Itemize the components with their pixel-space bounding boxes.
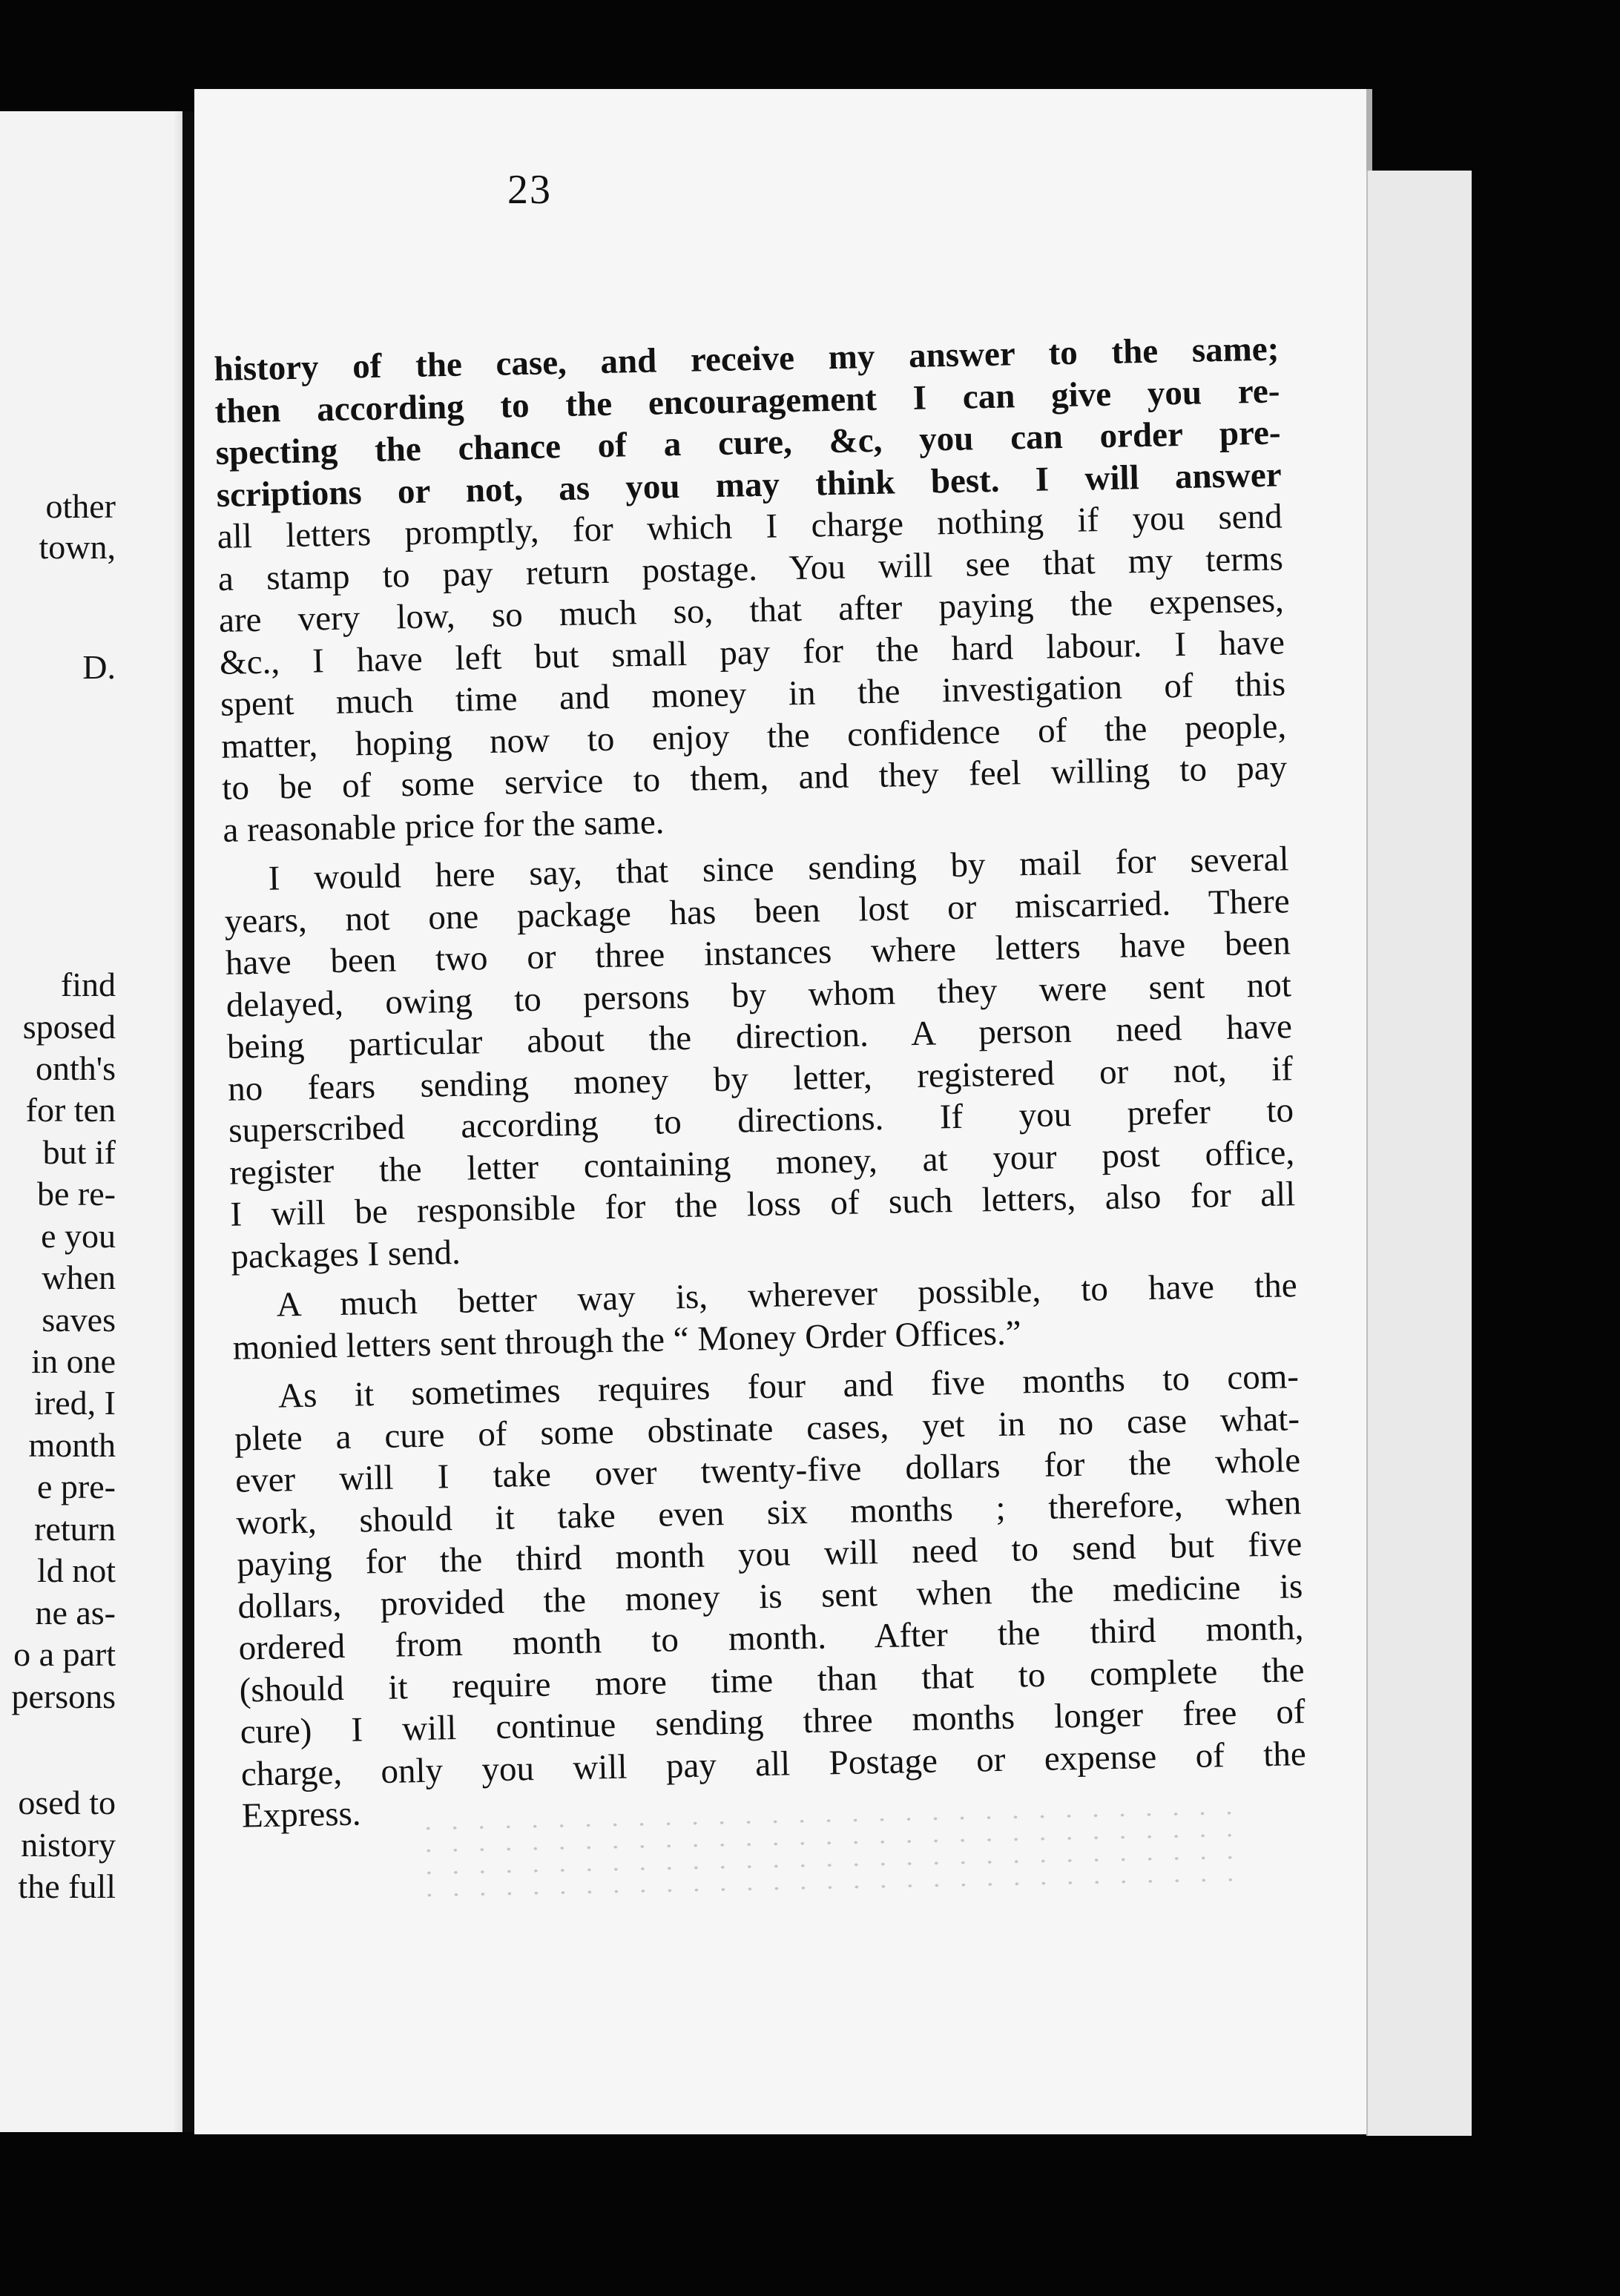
previous-page-line: ired, I	[34, 1384, 116, 1422]
previous-page-line: nistory	[21, 1826, 116, 1864]
text-line: A much better way is, wherever possible, to have the	[276, 1266, 1298, 1325]
text-line: spent much time and money in the investigation of this	[220, 664, 1286, 724]
previous-page-line: ne as-	[35, 1594, 116, 1632]
previous-page-line: o a part	[13, 1635, 116, 1673]
text-line: (should it require more time than that to complete the	[239, 1650, 1305, 1710]
previous-page-line: when	[42, 1258, 116, 1296]
text-line: register the letter containing money, at your post office,	[228, 1132, 1295, 1192]
paragraph	[223, 838, 1297, 1277]
text-line: dollars, provided the money is sent when the medicine is	[237, 1566, 1303, 1626]
previous-page-line: find	[60, 966, 116, 1003]
text-line: superscribed according to directions. If you prefer to	[228, 1091, 1294, 1150]
text-line: scriptions or not, as you may think best. I will answer	[216, 455, 1282, 515]
text-line: years, not one package has been lost or miscarried. There	[224, 881, 1291, 941]
previous-page-line: ld not	[36, 1551, 116, 1589]
text-line: work, should it take even six months ; therefore, when	[235, 1482, 1302, 1543]
text-line: a reasonable price for the same.	[222, 802, 665, 850]
text-line: cure) I will continue sending three months longer free of	[240, 1692, 1306, 1752]
previous-page-line: other	[45, 487, 116, 525]
text-line: no fears sending money by letter, registered or not, if	[227, 1049, 1294, 1109]
previous-page-line: be re-	[37, 1175, 116, 1213]
text-line: Express.	[241, 1794, 362, 1835]
previous-page-line: in one	[31, 1342, 116, 1380]
text-line: I would here say, that since sending by mail for several	[268, 839, 1289, 898]
text-line: delayed, owing to persons by whom they were sent not	[225, 965, 1292, 1025]
previous-page-line: onth's	[36, 1049, 116, 1087]
text-line: packages I send.	[231, 1233, 461, 1276]
previous-page-line: for ten	[25, 1091, 116, 1129]
previous-page-line: D.	[82, 648, 116, 686]
previous-page-line: month	[28, 1426, 116, 1464]
text-line: to be of some service to them, and they feel willing to pay	[221, 748, 1288, 808]
previous-page-line: e pre-	[37, 1468, 116, 1505]
text-line: &c., I have left but small pay for the hard labour. I have	[219, 622, 1285, 682]
text-line: ever will I take over twenty-five dollars for the whole	[234, 1441, 1301, 1500]
text-line: paying for the third month you will need to send but five	[236, 1525, 1303, 1584]
text-line: specting the chance of a cure, &c, you can order pre-	[215, 413, 1281, 472]
previous-page-line: town,	[39, 528, 116, 566]
text-line: monied letters sent through the “ Money Order Offices.”	[232, 1313, 1022, 1368]
previous-page-line: saves	[42, 1301, 116, 1339]
text-line: then according to the encouragement I can give you re-	[214, 371, 1280, 431]
previous-page-line: e you	[41, 1217, 116, 1255]
text-line: I will be responsible for the loss of such letters, also for all	[229, 1175, 1296, 1234]
text-line: are very low, so much so, that after paying the expenses,	[218, 581, 1285, 640]
decorative-dot-pattern	[415, 1801, 1254, 1907]
text-line: plete a cure of some obstinate cases, yet in no case what-	[234, 1399, 1300, 1459]
page-body-text	[214, 328, 1307, 1844]
text-line: a stamp to pay return postage. You will see that my terms	[217, 538, 1284, 598]
text-line: ordered from month to month. After the third month,	[238, 1609, 1304, 1668]
text-line: charge, only you will pay all Postage or expense of the	[240, 1734, 1307, 1794]
text-line: being particular about the direction. A person need have	[226, 1007, 1293, 1066]
previous-page-line: persons	[11, 1678, 116, 1715]
paragraph	[231, 1264, 1298, 1369]
previous-page-line: osed to	[18, 1784, 116, 1821]
text-line: matter, hoping now to enjoy the confidence of the people,	[220, 706, 1287, 766]
text-line: have been two or three instances where letters have been	[225, 923, 1291, 983]
previous-page-line: but if	[42, 1133, 116, 1171]
paragraph	[214, 328, 1288, 851]
paragraph	[234, 1356, 1308, 1837]
text-line: history of the case, and receive my answer to the same;	[214, 329, 1280, 389]
text-line: all letters promptly, for which I charge nothing if you send	[217, 497, 1283, 556]
previous-page-line: return	[34, 1510, 116, 1548]
page-number: 23	[507, 167, 552, 213]
trailing-pages-edge	[1366, 171, 1472, 2136]
text-line: As it sometimes requires four and five months to com-	[277, 1357, 1300, 1416]
previous-page-line: sposed	[22, 1008, 116, 1046]
previous-page-line: the full	[18, 1867, 116, 1905]
